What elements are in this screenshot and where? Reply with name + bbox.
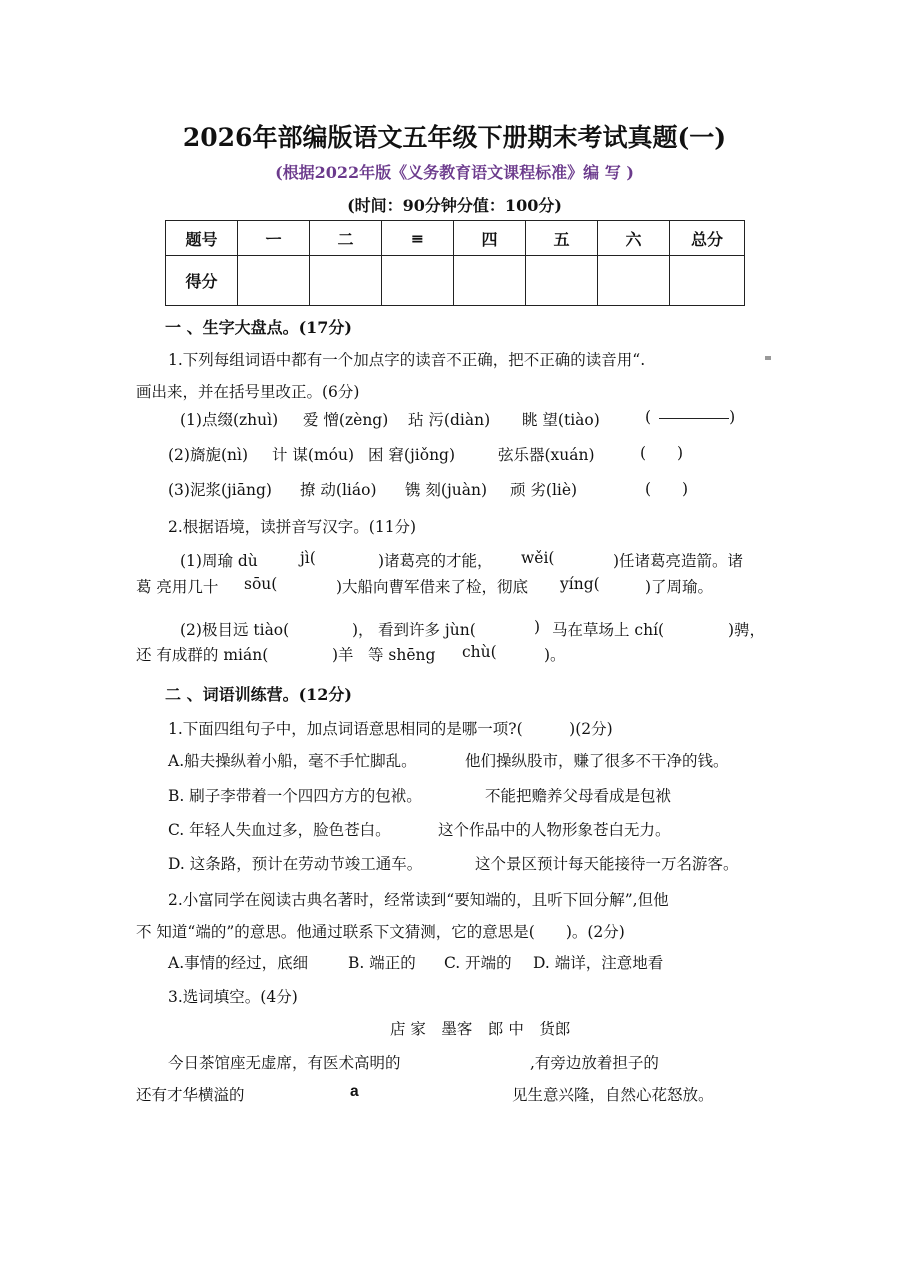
s2-q1-option-a-2: 他们操纵股市，赚了很多不干净的钱。: [465, 752, 729, 770]
q1-item-2-d: 弦乐器(xuán): [498, 446, 595, 464]
table-cell: 五: [526, 221, 598, 256]
q2-p2-part-f: )骋，: [728, 621, 766, 639]
table-cell: 得分: [166, 256, 238, 306]
q1-item-1-a: (1)点缀(zhuì): [180, 411, 279, 429]
table-cell: 六: [598, 221, 670, 256]
s2-q2-option-c: C. 开端的: [444, 954, 512, 972]
paragraph-line1-a: 今日茶馆座无虚席，有医术高明的: [168, 1054, 401, 1072]
s2-q2-line2: 不 知道“端的”的意思。他通过联系下文猜测，它的意思是( )。(2分): [136, 923, 625, 941]
s2-q2-option-a: A.事情的经过，底细: [168, 954, 309, 972]
exam-subtitle: (根据2022年版《义务教育语文课程标准》编 写 ): [275, 163, 634, 182]
score-cell[interactable]: [238, 256, 310, 306]
q2-p1-part-a: (1)周瑜 dù: [180, 552, 258, 570]
q1-item-2-answer[interactable]: ( ): [640, 444, 684, 462]
table-cell: 二: [310, 221, 382, 256]
q2-p1-part-e: )任诸葛亮造箭。诸: [613, 552, 744, 570]
q2-p2-part-e: 马在草场上 chí(: [552, 621, 665, 639]
q2-instruction: 2.根据语境，读拼音写汉字。(11分): [168, 518, 417, 536]
s2-q1-option-c-2: 这个作品中的人物形象苍白无力。: [438, 821, 671, 839]
q2-p1-l2-part-b: sōu(: [244, 575, 278, 593]
q1-item-3-d: 顽 劣(liè): [510, 481, 578, 499]
score-cell[interactable]: [310, 256, 382, 306]
score-cell[interactable]: [598, 256, 670, 306]
s2-q2-option-d: D. 端详，注意地看: [533, 954, 664, 972]
q2-p1-part-b: jì(: [300, 549, 316, 567]
table-cell: ≡: [382, 221, 454, 256]
q1-item-1-d: 眺 望(tiào): [522, 411, 600, 429]
q2-p1-l2-part-c: )大船向曹军借来了检，彻底: [336, 578, 529, 596]
q2-p1-l2-part-a: 葛 亮用几十: [136, 578, 219, 596]
open-paren: (: [645, 408, 652, 426]
paragraph-line2-mark: a: [350, 1083, 359, 1100]
close-paren: ): [729, 408, 736, 426]
s2-q3: 3.选词填空。(4分): [168, 988, 298, 1006]
score-table-header-row: [166, 221, 745, 256]
q2-p2-part-d: ): [534, 618, 541, 636]
table-cell: 题号: [166, 221, 238, 256]
table-cell: 四: [454, 221, 526, 256]
s2-q1-option-d-1: D. 这条路，预计在劳动节竣工通车。: [168, 855, 423, 873]
q2-p2-l2-part-b: )羊: [332, 646, 354, 664]
paragraph-line1-b: ,有旁边放着担子的: [530, 1054, 659, 1072]
q1-item-1-b: 爱 憎(zèng): [303, 411, 389, 429]
answer-blank[interactable]: [659, 417, 729, 419]
paragraph-line2-c: 见生意兴隆，自然心花怒放。: [512, 1086, 714, 1104]
score-cell[interactable]: [454, 256, 526, 306]
score-cell[interactable]: [382, 256, 454, 306]
s2-q1-option-b-2: 不能把赡养父母看成是包袱: [485, 787, 672, 805]
q2-p1-l2-part-e: )了周瑜。: [645, 578, 714, 596]
q2-p2-l2-part-c: 等 shēng: [368, 646, 436, 664]
q1-item-2-b: 计 谋(móu): [272, 446, 355, 464]
q2-p2-l2-part-a: 还 有成群的 mián(: [136, 646, 269, 664]
paragraph-line2-a: 还有才华横溢的: [136, 1086, 245, 1104]
q2-p1-l2-part-d: yíng(: [560, 575, 600, 593]
q1-instruction-line1: 1.下列每组词语中都有一个加点字的读音不正确，把不正确的读音用“.: [168, 351, 646, 369]
s2-q1: 1.下面四组句子中，加点词语意思相同的是哪一项?( )(2分): [168, 720, 613, 738]
q1-instruction-line2: 画出来，并在括号里改正。(6分): [136, 383, 360, 401]
score-table-score-row: [166, 256, 745, 306]
table-cell: 总分: [670, 221, 745, 256]
score-cell[interactable]: [526, 256, 598, 306]
q2-p2-l2-part-e: )。: [544, 646, 566, 664]
q2-p1-part-d: wěi(: [521, 549, 555, 567]
word-bank: 店 家 墨客 郎 中 货郎: [390, 1020, 571, 1038]
q1-item-3-b: 撩 动(liáo): [300, 481, 377, 499]
q1-item-1-answer[interactable]: [645, 408, 735, 426]
q1-item-2-a: (2)旖旎(nì): [168, 446, 248, 464]
q2-p2-l2-part-d: chù(: [462, 643, 497, 661]
s2-q1-option-c-1: C. 年轻人失血过多，脸色苍白。: [168, 821, 391, 839]
score-cell[interactable]: [670, 256, 745, 306]
s2-q1-option-b-1: B. 刷子李带着一个四四方方的包袱。: [168, 787, 422, 805]
scan-mark: [765, 356, 771, 360]
q1-item-3-c: 镌 刻(juàn): [405, 481, 488, 499]
q2-p1-part-c: )诸葛亮的才能，: [378, 552, 493, 570]
time-info: (时间：90分钟分值：100分): [347, 196, 562, 215]
section-1-heading: 一 、生字大盘点。(17分): [165, 318, 352, 337]
section-2-heading: 二 、词语训练营。(12分): [165, 685, 352, 704]
q2-p2-part-a: (2)极目远 tiào(: [180, 621, 290, 639]
s2-q1-option-a-1: A.船夫操纵着小船，毫不手忙脚乱。: [168, 752, 417, 770]
table-cell: ㅡ: [238, 221, 310, 256]
q2-p2-part-b: )，: [352, 621, 374, 639]
q1-item-3-answer[interactable]: ( ): [645, 480, 689, 498]
s2-q2-option-b: B. 端正的: [348, 954, 416, 972]
q1-item-2-c: 困 窘(jiǒng): [368, 446, 456, 464]
q2-p2-part-c: 看到许多 jùn(: [378, 621, 476, 639]
q1-item-1-c: 玷 污(diàn): [408, 411, 491, 429]
s2-q2-line1: 2.小富同学在阅读古典名著时，经常读到“要知端的，且听下回分解”,但他: [168, 891, 669, 909]
s2-q1-option-d-2: 这个景区预计每天能接待一万名游客。: [475, 855, 739, 873]
q1-item-3-a: (3)泥浆(jiāng): [168, 481, 272, 499]
exam-title: 2026年部编版语文五年级下册期末考试真题(一): [182, 123, 727, 152]
score-table: [165, 220, 745, 306]
